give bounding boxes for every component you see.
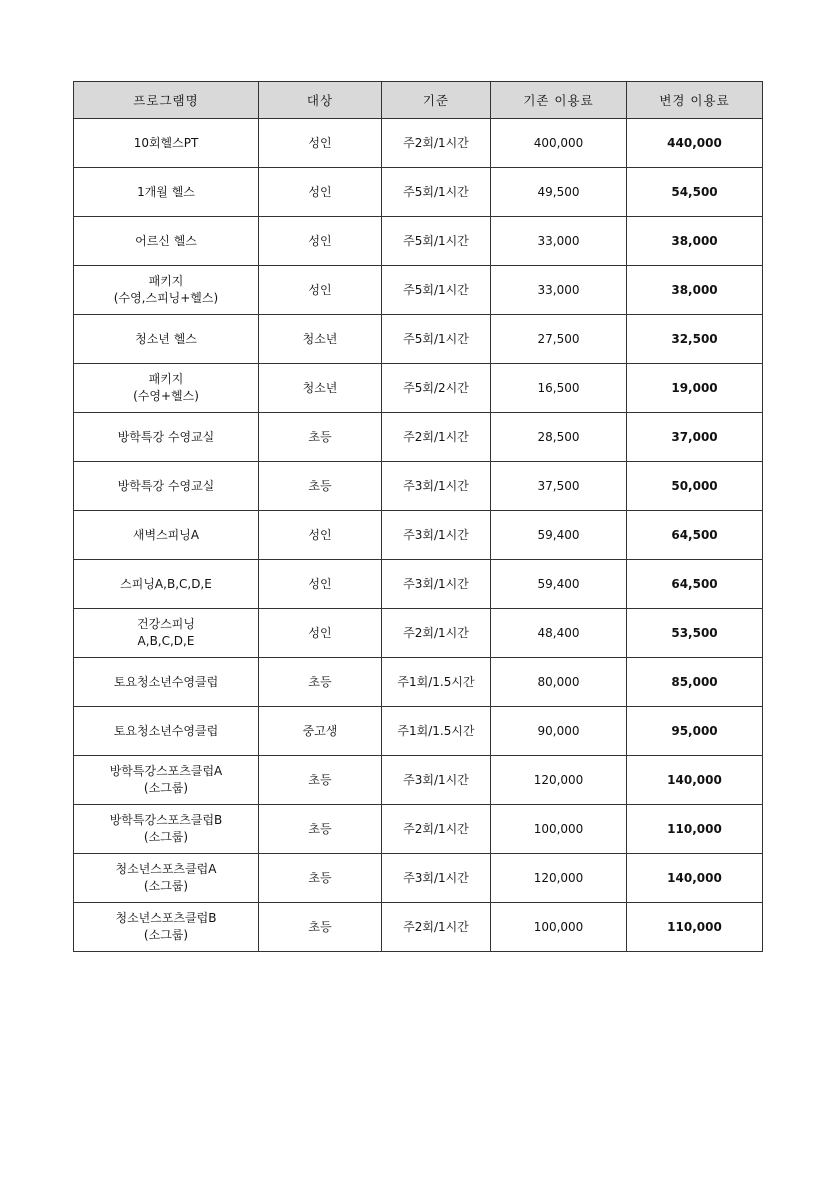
- cell-new-fee: 95,000: [627, 707, 763, 756]
- cell-new-fee: 85,000: [627, 658, 763, 707]
- cell-basis: 주3회/1시간: [382, 854, 491, 903]
- cell-program-name: [74, 511, 259, 560]
- cell-old-fee: 48,400: [491, 609, 627, 658]
- cell-new-fee: 64,500: [627, 560, 763, 609]
- cell-new-fee: 50,000: [627, 462, 763, 511]
- cell-target: 성인: [259, 168, 382, 217]
- table-row: [74, 560, 763, 609]
- cell-old-fee: 100,000: [491, 805, 627, 854]
- cell-program-name: [74, 658, 259, 707]
- cell-old-fee: 37,500: [491, 462, 627, 511]
- program-name-subline: (소그룹): [143, 928, 189, 942]
- cell-target: 초등: [259, 756, 382, 805]
- cell-old-fee: 120,000: [491, 756, 627, 805]
- cell-new-fee: 110,000: [627, 805, 763, 854]
- cell-target: 성인: [259, 266, 382, 315]
- cell-program-name: [74, 903, 259, 952]
- cell-basis: 주5회/1시간: [382, 217, 491, 266]
- cell-target: 초등: [259, 413, 382, 462]
- program-name-subline: (소그룹): [143, 781, 189, 795]
- cell-program-name: [74, 266, 259, 315]
- cell-old-fee: 400,000: [491, 119, 627, 168]
- table-header: [74, 82, 763, 119]
- header-old-fee: 기존 이용료: [491, 82, 627, 119]
- program-name-subline: (수영,스피닝+헬스): [113, 291, 219, 305]
- cell-old-fee: 90,000: [491, 707, 627, 756]
- program-name-subline: (소그룹): [143, 830, 189, 844]
- cell-basis: 주1회/1.5시간: [382, 707, 491, 756]
- cell-basis: 주2회/1시간: [382, 903, 491, 952]
- cell-basis: 주1회/1.5시간: [382, 658, 491, 707]
- table-row: [74, 217, 763, 266]
- program-name-line: 청소년스포츠클럽A: [115, 862, 217, 876]
- cell-basis: 주3회/1시간: [382, 756, 491, 805]
- cell-program-name: [74, 217, 259, 266]
- cell-basis: 주5회/1시간: [382, 266, 491, 315]
- cell-new-fee: 440,000: [627, 119, 763, 168]
- table-row: [74, 511, 763, 560]
- cell-old-fee: 59,400: [491, 511, 627, 560]
- table-row: [74, 315, 763, 364]
- program-name-line: 토요청소년수영클럽: [113, 723, 219, 738]
- cell-basis: 주5회/1시간: [382, 315, 491, 364]
- cell-target: 초등: [259, 854, 382, 903]
- cell-target: 청소년: [259, 364, 382, 413]
- table-row: [74, 413, 763, 462]
- table-row: [74, 854, 763, 903]
- program-name-subline: (수영+헬스): [133, 389, 199, 403]
- program-name-line: 패키지: [148, 274, 184, 288]
- cell-new-fee: 32,500: [627, 315, 763, 364]
- cell-program-name: [74, 315, 259, 364]
- cell-program-name: [74, 707, 259, 756]
- table-row: [74, 266, 763, 315]
- table-row: [74, 756, 763, 805]
- cell-old-fee: 80,000: [491, 658, 627, 707]
- header-program: 프로그램명: [74, 82, 259, 119]
- cell-program-name: [74, 756, 259, 805]
- cell-target: 성인: [259, 119, 382, 168]
- table-row: [74, 903, 763, 952]
- cell-basis: 주2회/1시간: [382, 609, 491, 658]
- cell-program-name: [74, 462, 259, 511]
- cell-old-fee: 120,000: [491, 854, 627, 903]
- cell-new-fee: 64,500: [627, 511, 763, 560]
- cell-old-fee: 16,500: [491, 364, 627, 413]
- cell-program-name: [74, 805, 259, 854]
- program-name-line: 방학특강 수영교실: [117, 478, 215, 493]
- program-name-line: 1개월 헬스: [137, 184, 195, 199]
- cell-program-name: [74, 168, 259, 217]
- header-target: 대상: [259, 82, 382, 119]
- cell-old-fee: 100,000: [491, 903, 627, 952]
- table-row: [74, 364, 763, 413]
- cell-program-name: [74, 119, 259, 168]
- cell-new-fee: 53,500: [627, 609, 763, 658]
- cell-target: 청소년: [259, 315, 382, 364]
- cell-basis: 주3회/1시간: [382, 511, 491, 560]
- program-name-subline: A,B,C,D,E: [137, 634, 195, 648]
- table-row: [74, 707, 763, 756]
- program-name-line: 새벽스피닝A: [132, 527, 200, 542]
- cell-program-name: [74, 413, 259, 462]
- cell-basis: 주3회/1시간: [382, 462, 491, 511]
- cell-old-fee: 28,500: [491, 413, 627, 462]
- cell-target: 초등: [259, 805, 382, 854]
- cell-basis: 주2회/1시간: [382, 413, 491, 462]
- program-name-line: 어르신 헬스: [135, 233, 197, 248]
- program-name-line: 건강스피닝: [137, 617, 195, 631]
- table-row: [74, 658, 763, 707]
- cell-target: 초등: [259, 903, 382, 952]
- fee-change-table: [73, 81, 763, 952]
- cell-program-name: [74, 560, 259, 609]
- cell-new-fee: 140,000: [627, 854, 763, 903]
- program-name-line: 토요청소년수영클럽: [113, 674, 219, 689]
- cell-basis: 주5회/2시간: [382, 364, 491, 413]
- cell-new-fee: 140,000: [627, 756, 763, 805]
- table-body: [74, 119, 763, 952]
- cell-new-fee: 110,000: [627, 903, 763, 952]
- cell-target: 초등: [259, 462, 382, 511]
- cell-old-fee: 33,000: [491, 217, 627, 266]
- table-row: [74, 119, 763, 168]
- program-name-line: 10회헬스PT: [133, 135, 199, 150]
- cell-target: 성인: [259, 609, 382, 658]
- program-name-line: 방학특강 수영교실: [117, 429, 215, 444]
- cell-target: 성인: [259, 511, 382, 560]
- table-row: [74, 168, 763, 217]
- cell-new-fee: 38,000: [627, 217, 763, 266]
- cell-new-fee: 37,000: [627, 413, 763, 462]
- header-basis: 기준: [382, 82, 491, 119]
- table-row: [74, 462, 763, 511]
- cell-program-name: [74, 609, 259, 658]
- cell-basis: 주3회/1시간: [382, 560, 491, 609]
- program-name-line: 스피닝A,B,C,D,E: [120, 576, 212, 591]
- cell-program-name: [74, 854, 259, 903]
- table-row: [74, 805, 763, 854]
- cell-basis: 주2회/1시간: [382, 119, 491, 168]
- program-name-line: 청소년스포츠클럽B: [115, 911, 217, 925]
- cell-basis: 주5회/1시간: [382, 168, 491, 217]
- table-row: [74, 609, 763, 658]
- cell-new-fee: 19,000: [627, 364, 763, 413]
- cell-target: 성인: [259, 217, 382, 266]
- cell-old-fee: 27,500: [491, 315, 627, 364]
- program-name-subline: (소그룹): [143, 879, 189, 893]
- cell-program-name: [74, 364, 259, 413]
- program-name-line: 방학특강스포츠클럽B: [109, 813, 223, 827]
- cell-old-fee: 33,000: [491, 266, 627, 315]
- program-name-line: 방학특강스포츠클럽A: [109, 764, 223, 778]
- header-row: [74, 82, 763, 119]
- cell-old-fee: 49,500: [491, 168, 627, 217]
- program-name-line: 청소년 헬스: [135, 331, 197, 346]
- program-name-line: 패키지: [148, 372, 184, 386]
- cell-basis: 주2회/1시간: [382, 805, 491, 854]
- cell-new-fee: 54,500: [627, 168, 763, 217]
- cell-target: 초등: [259, 658, 382, 707]
- cell-old-fee: 59,400: [491, 560, 627, 609]
- cell-target: 성인: [259, 560, 382, 609]
- cell-new-fee: 38,000: [627, 266, 763, 315]
- header-new-fee: 변경 이용료: [627, 82, 763, 119]
- cell-target: 중고생: [259, 707, 382, 756]
